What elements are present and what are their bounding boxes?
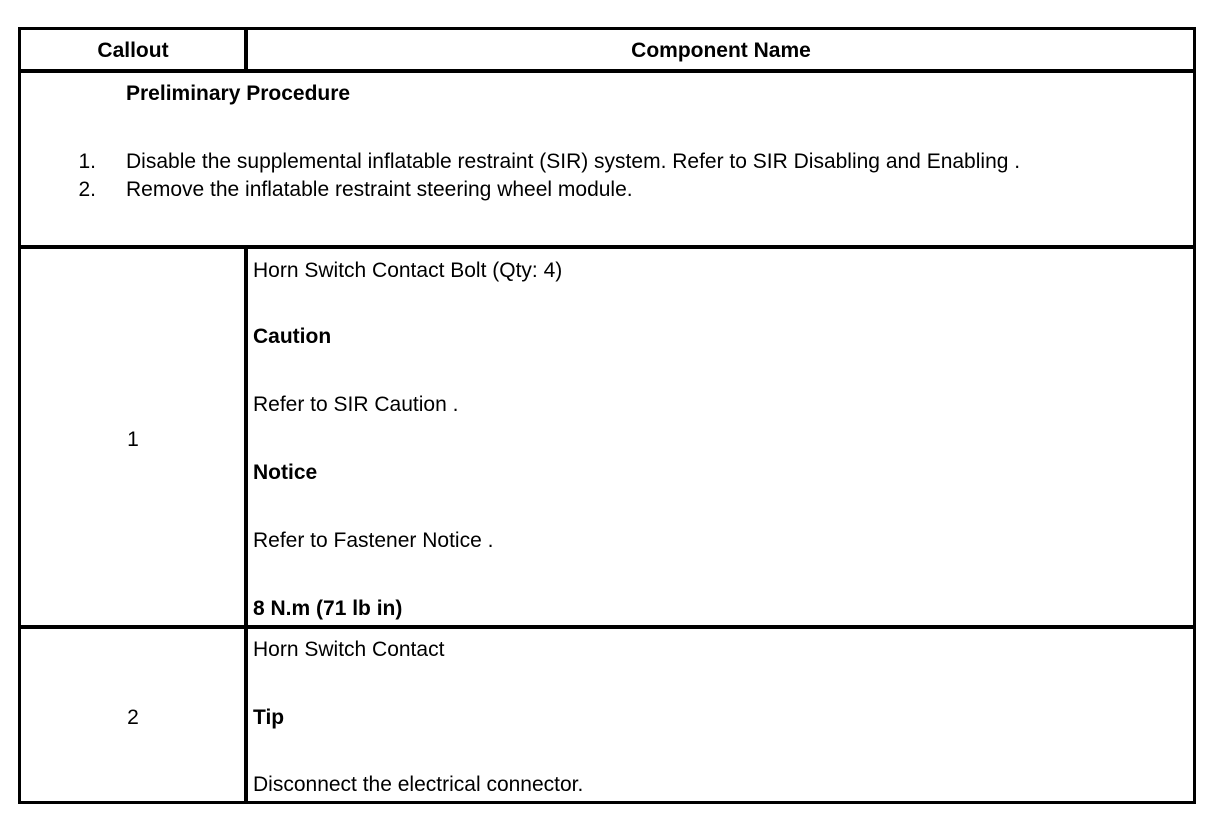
step-text: Remove the inflatable restraint steering wheel module. bbox=[126, 178, 633, 201]
preliminary-divider bbox=[21, 245, 1193, 249]
callout-number: 1 bbox=[127, 428, 139, 451]
torque-spec: 8 N.m (71 lb in) bbox=[253, 597, 403, 620]
callout-number: 2 bbox=[127, 706, 139, 729]
header-column-divider bbox=[244, 30, 248, 69]
notice-text: Refer to Fastener Notice . bbox=[253, 529, 494, 552]
step-number: 2. bbox=[78, 178, 96, 201]
step-text: Disable the supplemental inflatable restraint (SIR) system. Refer to SIR Disabling and Enabling . bbox=[126, 150, 1021, 173]
column-header-callout: Callout bbox=[97, 39, 169, 62]
tip-text: Disconnect the electrical connector. bbox=[253, 773, 584, 796]
column-header-component-name: Component Name bbox=[631, 39, 811, 62]
step-number: 1. bbox=[78, 150, 96, 173]
component-name: Horn Switch Contact bbox=[253, 638, 445, 661]
notice-label: Notice bbox=[253, 461, 318, 484]
procedure-table bbox=[18, 27, 1196, 804]
caution-label: Caution bbox=[253, 325, 332, 348]
header-divider bbox=[21, 69, 1193, 73]
preliminary-procedure-title: Preliminary Procedure bbox=[126, 82, 351, 105]
row-divider bbox=[21, 625, 1193, 629]
tip-label: Tip bbox=[253, 706, 285, 729]
component-name: Horn Switch Contact Bolt (Qty: 4) bbox=[253, 259, 563, 282]
caution-text: Refer to SIR Caution . bbox=[253, 393, 459, 416]
